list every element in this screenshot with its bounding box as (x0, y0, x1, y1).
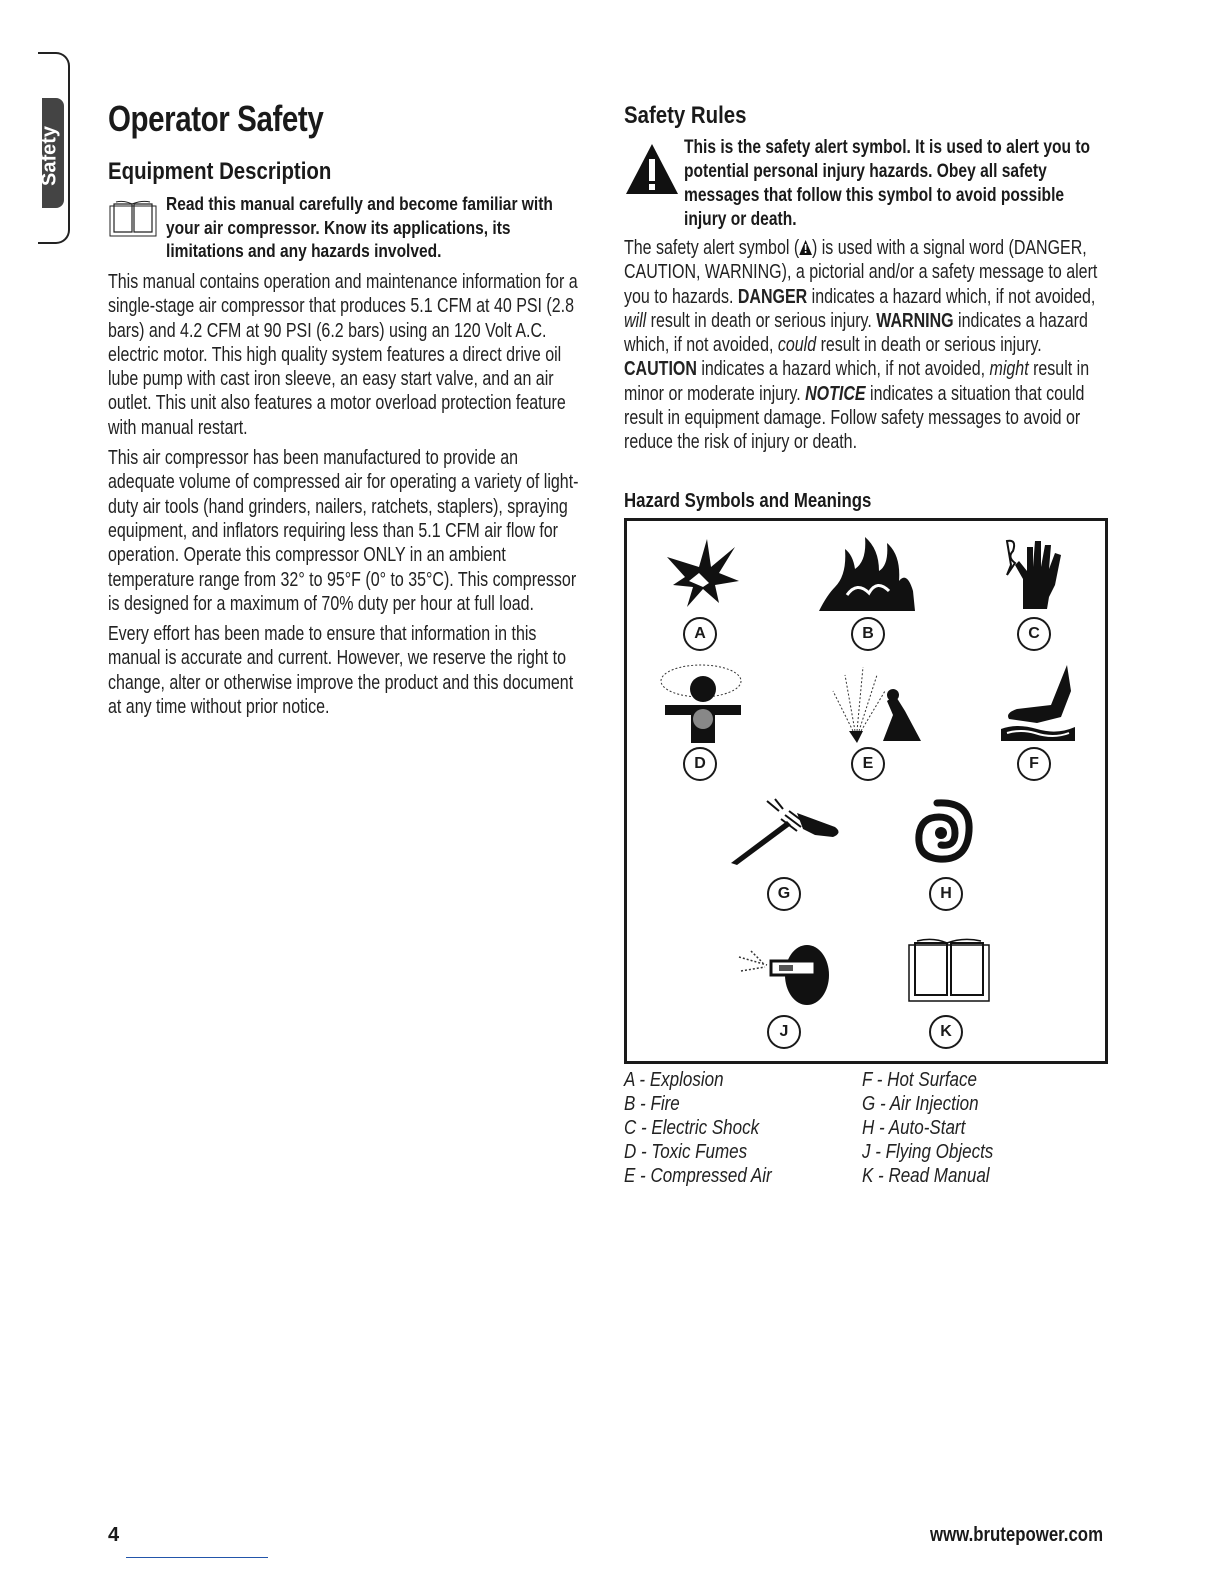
legend-item: H - Auto-Start (862, 1117, 966, 1139)
symbol-label-a: A (683, 617, 717, 651)
legend-item: G - Air Injection (862, 1093, 979, 1115)
symbol-label-k: K (929, 1015, 963, 1049)
compressed-air-icon (823, 661, 923, 745)
text-fragment: result in minor or moderate injury. (624, 358, 1090, 405)
legend-item: D - Toxic Fumes (624, 1141, 748, 1163)
emphasis-word: could (777, 334, 817, 357)
flying-objects-icon (737, 935, 837, 1015)
fire-icon (817, 535, 917, 613)
page-title: Operator Safety (108, 98, 324, 139)
electric-shock-icon (997, 535, 1067, 611)
book-icon (108, 198, 158, 238)
equipment-body (108, 270, 588, 719)
text-fragment: ) is used with a signal word (DANGER, CAUTION, WARNING), a pictorial and/or a safety message to alert you to hazards. (624, 237, 1098, 308)
page-number: 4 (108, 1524, 120, 1546)
explosion-icon (663, 537, 743, 609)
caution-word: CAUTION (624, 358, 697, 381)
warning-word: WARNING (876, 309, 954, 332)
symbol-label-b: B (851, 617, 885, 651)
hot-surface-icon (997, 661, 1077, 745)
legend-item: C - Electric Shock (624, 1117, 760, 1139)
text-fragment: result in death or serious injury. (646, 309, 877, 332)
symbol-label-g: G (767, 877, 801, 911)
legend-item: F - Hot Surface (862, 1069, 977, 1091)
hazard-heading: Hazard Symbols and Meanings (624, 490, 872, 512)
inline-alert-icon (799, 240, 812, 255)
side-tab-label: Safety (38, 125, 61, 187)
text-fragment: The safety alert symbol ( (624, 237, 800, 259)
read-manual-text: Read this manual carefully and become familiar with your air compressor. Know its applications, its limitations and any hazards involved. (166, 193, 553, 261)
text-fragment: result in death or serious injury. (816, 334, 1042, 357)
legend-item: K - Read Manual (862, 1165, 990, 1187)
warning-triangle-icon (624, 142, 680, 196)
equipment-paragraph: This manual contains operation and maintenance information for a single-stage air compressor that produces 5.1 CFM at 40 PSI (2.8 bars) and 4.2 CFM at 90 PSI (6.2 bars) using an 120 Volt A.C. electric motor. This high quality system features a direct drive oil lube pump with cast iron sleeve, an easy start valve, and an air outlet. This unit also features a motor overload protection feature with manual restart. (108, 271, 578, 439)
legend-item: J - Flying Objects (862, 1141, 994, 1163)
legend-item: E - Compressed Air (624, 1165, 772, 1187)
hazard-legend-right (862, 1068, 993, 1188)
text-fragment: indicates a hazard which, if not avoided, (807, 285, 1096, 308)
emphasis-word: will (624, 309, 647, 332)
symbol-label-h: H (929, 877, 963, 911)
footer-website-link[interactable]: www.brutepower.com (930, 1524, 1104, 1546)
legend-item: A - Explosion (624, 1069, 724, 1091)
equipment-heading: Equipment Description (108, 158, 332, 185)
symbol-label-j: J (767, 1015, 801, 1049)
toxic-fumes-icon (657, 661, 743, 745)
symbol-label-c: C (1017, 617, 1051, 651)
symbol-label-e: E (851, 747, 885, 781)
text-fragment: indicates a hazard which, if not avoided, (624, 309, 1088, 357)
equipment-paragraph: This air compressor has been manufactured to provide an adequate volume of compressed air for operating a variety of light-duty air tools (hand grinders, nailers, ratchets, staplers), spraying equipment, and inflators requiring less than 5.1 CFM air flow for operation. Operate this compressor ONLY in an ambient temperature range from 32° to 95°F (0° to 35°C). This compressor is designed for a maximum of 70% duty per hour at full load. (108, 447, 579, 615)
text-fragment: indicates a situation that could result in equipment damage. Follow safety messages to avoid or reduce the risk of injury or death. (624, 382, 1085, 454)
auto-start-icon (907, 797, 977, 867)
safety-rules-body (624, 236, 1104, 455)
air-injection-icon (727, 797, 847, 867)
hazard-legend-left (624, 1068, 772, 1188)
signal-word-paragraph (624, 236, 1104, 455)
equipment-paragraph: Every effort has been made to ensure that information in this manual is accurate and current. However, we reserve the right to change, alter or otherwise improve the product and this document at any time without prior notice. (108, 623, 574, 719)
safety-rules-heading: Safety Rules (624, 102, 747, 129)
danger-word: DANGER (737, 285, 808, 308)
emphasis-word: might (989, 358, 1029, 381)
symbol-label-d: D (683, 747, 717, 781)
read-manual-icon (907, 935, 991, 1005)
hazard-symbols-panel (624, 518, 1108, 1064)
side-tab[interactable] (38, 52, 70, 244)
legend-item: B - Fire (624, 1093, 680, 1115)
footer-divider (126, 1557, 268, 1558)
notice-word: NOTICE (805, 382, 866, 405)
symbol-label-f: F (1017, 747, 1051, 781)
safety-alert-text: This is the safety alert symbol. It is used to alert you to potential personal injury hazards. Obey all safety messages that follow this symbol to avoid possible injury or death. (684, 137, 1091, 230)
text-fragment: indicates a hazard which, if not avoided, (696, 358, 990, 381)
